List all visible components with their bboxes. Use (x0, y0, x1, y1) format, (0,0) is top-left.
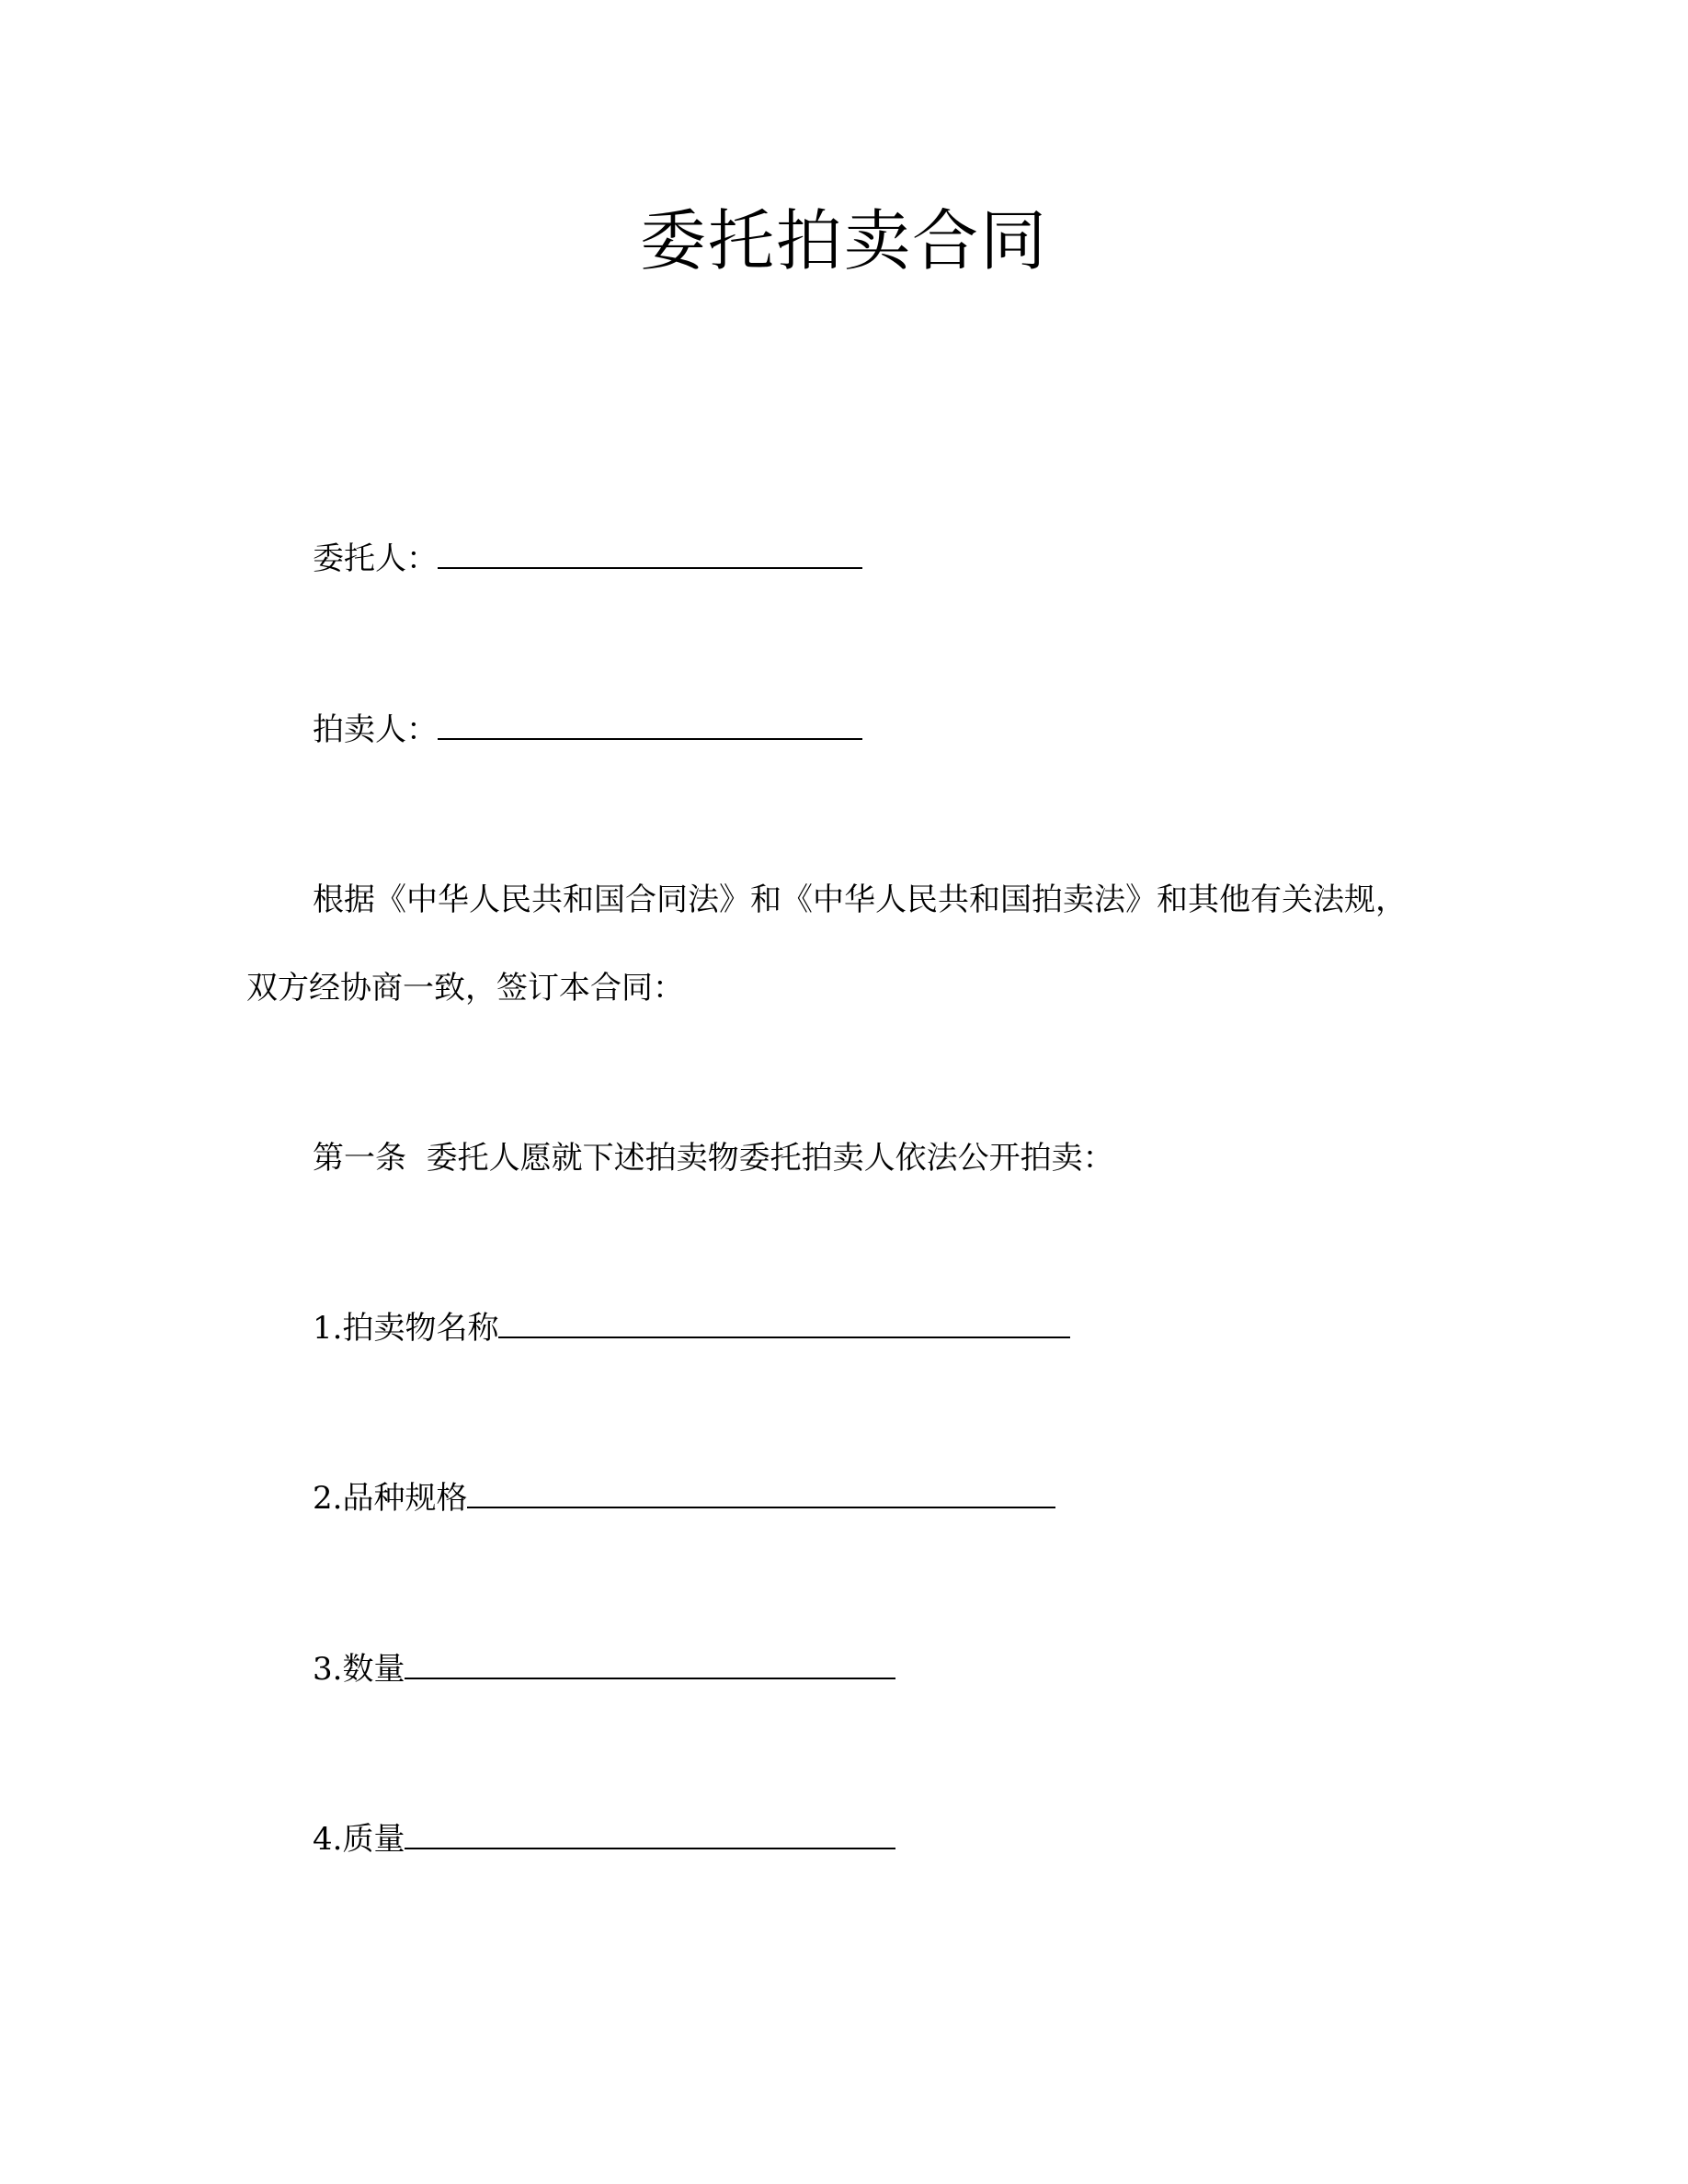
item-auction-name (313, 1306, 1070, 1350)
principal-line (313, 537, 862, 581)
preamble-line-2: 双方经协商一致，签订本合同： (246, 970, 684, 1007)
item-blank (498, 1309, 1070, 1338)
item-blank (405, 1650, 895, 1679)
item-blank (405, 1820, 895, 1849)
item-blank (467, 1479, 1055, 1508)
item-label: 2.品种规格 (313, 1480, 468, 1517)
principal-label: 委托人： (313, 540, 438, 577)
item-label: 3.数量 (313, 1651, 405, 1688)
item-label: 1.拍卖物名称 (313, 1310, 499, 1347)
article-1-heading: 第一条 委托人愿就下述拍卖物委托拍卖人依法公开拍卖： (313, 1140, 1114, 1177)
auctioneer-label: 拍卖人： (313, 711, 438, 748)
principal-blank (438, 540, 862, 569)
document-title: 委托拍卖合同 (639, 202, 1048, 279)
item-spec (313, 1476, 1055, 1520)
preamble-line-1: 根据《中华人民共和国合同法》和《中华人民共和国拍卖法》和其他有关法规， (313, 882, 1407, 918)
item-quantity (313, 1647, 895, 1691)
item-quality (313, 1817, 895, 1861)
item-label: 4.质量 (313, 1821, 405, 1858)
auctioneer-line (313, 708, 862, 752)
auctioneer-blank (438, 711, 862, 740)
